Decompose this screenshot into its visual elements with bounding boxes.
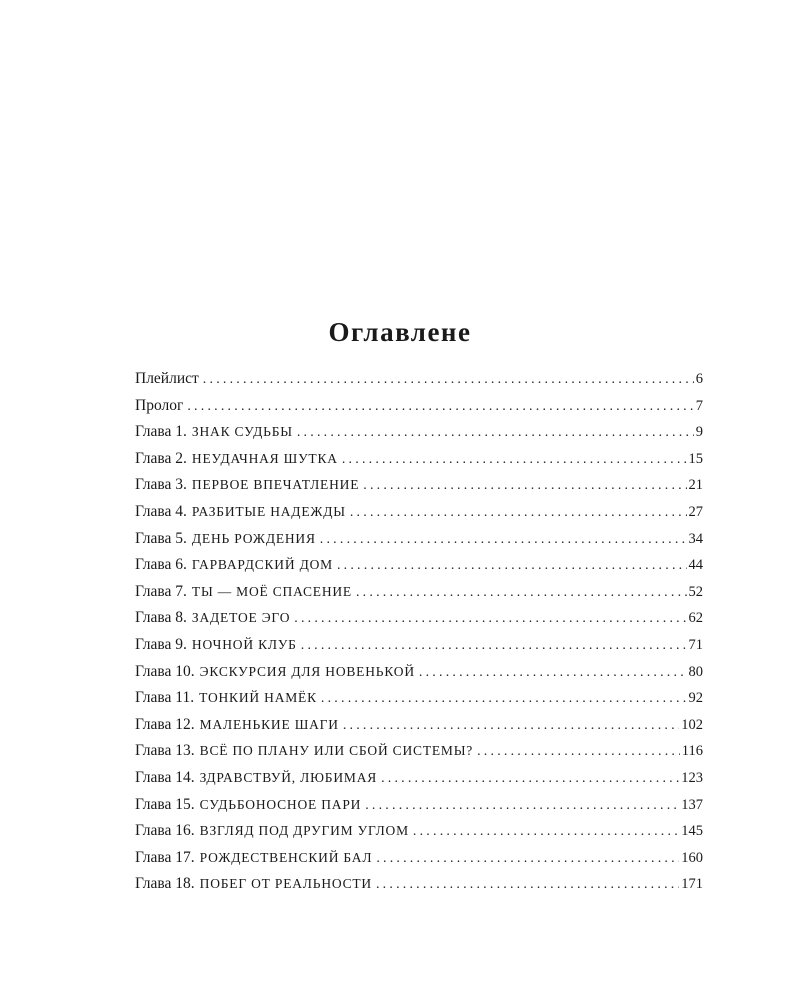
toc-chapter-number: Глава 15. (135, 795, 195, 813)
toc-entry (135, 530, 703, 557)
toc-dot-leader (343, 718, 679, 734)
toc-page-number: 71 (688, 636, 703, 653)
toc-page-number: 92 (688, 690, 703, 707)
toc-chapter-title: РАЗБИТЫЕ НАДЕЖДЫ (191, 503, 346, 519)
toc-entry (135, 769, 703, 796)
toc-page-number: 9 (695, 424, 703, 441)
toc-page-number: 116 (681, 743, 703, 760)
toc-page-number: 6 (695, 371, 703, 387)
toc-dot-leader (413, 824, 679, 840)
toc-chapter-number: Глава 1. (135, 423, 187, 441)
toc-page-number: 123 (681, 769, 703, 786)
toc-page-number: 27 (688, 503, 703, 520)
toc-chapter-number: Глава 6. (135, 556, 187, 574)
toc-chapter-number: Глава 7. (135, 582, 187, 600)
toc-dot-leader (477, 744, 680, 760)
toc-page-number: 15 (688, 450, 703, 467)
toc-page-number: 145 (681, 823, 703, 840)
toc-dot-leader (294, 611, 686, 627)
page-title: Оглавлене (328, 317, 472, 347)
toc-entry (135, 423, 703, 450)
toc-chapter-title: ВСЁ ПО ПЛАНУ ИЛИ СБОЙ СИСТЕМЫ? (199, 743, 474, 759)
toc-chapter-number: Глава 8. (135, 609, 187, 627)
toc-page-number: 7 (695, 397, 703, 414)
toc-chapter-number: Глава 17. (135, 848, 195, 866)
toc-chapter-title: ВЗГЛЯД ПОД ДРУГИМ УГЛОМ (199, 823, 409, 839)
toc-chapter-number: Глава 3. (135, 476, 187, 494)
toc-chapter-number: Глава 12. (135, 715, 195, 733)
toc-chapter-title: ЗДРАВСТВУЙ, ЛЮБИМАЯ (199, 769, 378, 785)
toc-entry (135, 875, 703, 902)
toc-dot-leader (381, 771, 679, 787)
toc-page-number: 137 (681, 796, 703, 813)
toc-entry (135, 849, 703, 876)
toc-chapter-title: ЗАДЕТОЕ ЭГО (191, 610, 291, 626)
toc-chapter-title: СУДЬБОНОСНОЕ ПАРИ (199, 796, 362, 812)
toc-entry (135, 716, 703, 743)
toc-chapter-number: Глава 18. (135, 875, 195, 893)
toc-chapter-title: ЗНАК СУДЬБЫ (191, 424, 293, 440)
toc-dot-leader (376, 877, 679, 893)
toc-dot-leader (350, 505, 687, 521)
toc-entry (135, 822, 703, 849)
toc-dot-leader (376, 851, 679, 867)
toc-dot-leader (365, 798, 679, 814)
toc-chapter-title: НЕУДАЧНАЯ ШУТКА (191, 450, 338, 466)
toc-chapter-number: Глава 14. (135, 768, 195, 786)
toc-entry (135, 556, 703, 583)
toc-entry (135, 663, 703, 690)
toc-chapter-number: Глава 2. (135, 449, 187, 467)
toc-entry (135, 689, 703, 716)
toc-dot-leader (301, 638, 687, 654)
toc-chapter-title: ТЫ — МОЁ СПАСЕНИЕ (191, 583, 352, 599)
toc-chapter-title: МАЛЕНЬКИЕ ШАГИ (199, 716, 339, 732)
toc-chapter-number: Глава 13. (135, 742, 195, 760)
toc-dot-leader (321, 691, 687, 707)
toc-chapter-title: ЭКСКУРСИЯ ДЛЯ НОВЕНЬКОЙ (199, 663, 415, 679)
toc-chapter-title: РОЖДЕСТВЕНСКИЙ БАЛ (199, 849, 373, 865)
toc-dot-leader (320, 532, 687, 548)
toc-page-number: 21 (688, 477, 703, 494)
toc-page-number: 34 (688, 530, 703, 547)
toc-entry (135, 583, 703, 610)
toc-entry (135, 796, 703, 823)
toc-dot-leader (342, 452, 687, 468)
toc-chapter-number: Глава 4. (135, 502, 187, 520)
toc-entry (135, 742, 703, 769)
toc-chapter-title: ГАРВАРДСКИЙ ДОМ (191, 557, 333, 573)
toc-entry (135, 397, 703, 424)
toc-chapter-number: Глава 16. (135, 822, 195, 840)
toc-entry-label: Пролог (135, 396, 184, 414)
toc-chapter-title: ПОБЕГ ОТ РЕАЛЬНОСТИ (199, 876, 372, 892)
toc-dot-leader (187, 399, 693, 415)
toc-chapter-title: ПЕРВОЕ ВПЕЧАТЛЕНИЕ (191, 477, 360, 493)
toc-dot-leader (419, 665, 687, 681)
toc-chapter-title: ТОНКИЙ НАМЁК (199, 690, 317, 706)
toc-entry (135, 476, 703, 503)
toc-chapter-title: ДЕНЬ РОЖДЕНИЯ (191, 530, 316, 546)
toc-chapter-number: Глава 5. (135, 529, 187, 547)
toc-entry (135, 450, 703, 477)
toc-page-number: 52 (688, 583, 703, 600)
toc-chapter-number: Глава 11. (135, 689, 195, 707)
toc-page-number: 102 (681, 716, 703, 733)
toc-dot-leader (363, 478, 686, 494)
table-of-contents (135, 370, 703, 902)
toc-dot-leader (297, 425, 694, 441)
toc-page-number: 44 (688, 557, 703, 574)
toc-page-number: 62 (688, 610, 703, 627)
toc-dot-leader (337, 558, 687, 574)
toc-entry (135, 370, 703, 397)
toc-page-number: 171 (681, 876, 703, 893)
toc-page-number: 160 (681, 849, 703, 866)
toc-dot-leader (356, 585, 687, 601)
toc-chapter-number: Глава 10. (135, 662, 195, 680)
toc-entry (135, 636, 703, 663)
toc-entry (135, 503, 703, 530)
toc-entry (135, 609, 703, 636)
toc-entry-label: Плейлист (135, 370, 199, 387)
toc-page-number: 80 (688, 663, 703, 680)
toc-chapter-title: НОЧНОЙ КЛУБ (191, 636, 297, 652)
toc-chapter-number: Глава 9. (135, 635, 187, 653)
toc-dot-leader (203, 372, 694, 388)
